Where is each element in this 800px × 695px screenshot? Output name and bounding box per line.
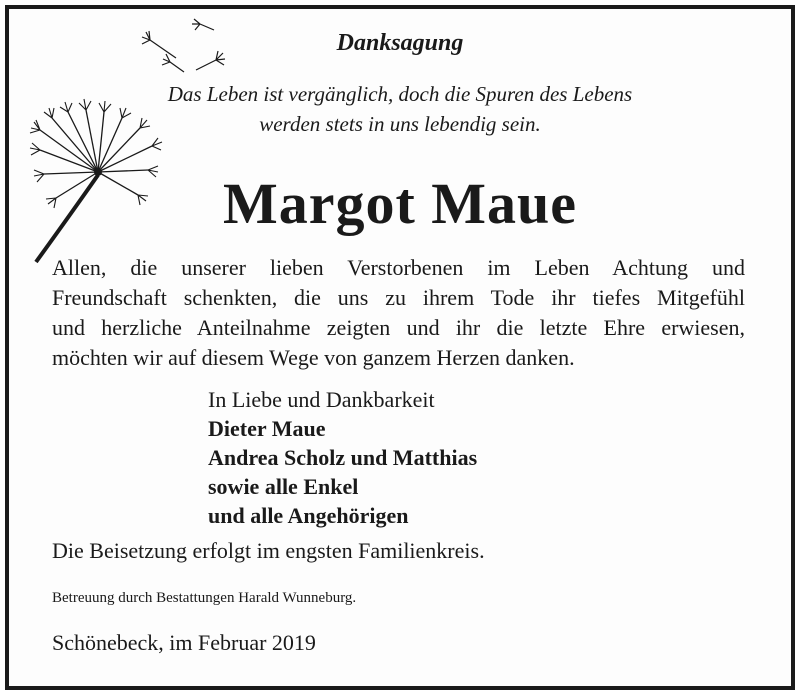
signer-name: Andrea Scholz und Matthias — [208, 445, 478, 470]
motto-quote — [0, 79, 800, 139]
place-date: Schönebeck, im Februar 2019 — [52, 630, 316, 655]
signature-block — [208, 385, 477, 530]
motto-line: werden stets in uns lebendig sein. — [259, 112, 541, 136]
heading-title: Danksagung — [336, 30, 464, 56]
motto-line: Das Leben ist vergänglich, doch die Spuren des Lebens — [167, 82, 633, 106]
thanks-paragraph — [52, 253, 745, 373]
paragraph-line: möchten wir auf diesem Wege von ganzem Herzen danken. — [52, 345, 575, 370]
paragraph-line: Allen, die unserer lieben Verstorbenen im Leben Achtung und — [52, 255, 745, 280]
closing-phrase: In Liebe und Dankbarkeit — [208, 387, 435, 412]
signer-name: Dieter Maue — [208, 416, 326, 441]
signer-name: und alle Angehörigen — [208, 503, 409, 528]
burial-note: Die Beisetzung erfolgt im engsten Familienkreis. — [52, 538, 485, 563]
undertaker-note: Betreuung durch Bestattungen Harald Wunneburg. — [52, 590, 357, 606]
signer-name: sowie alle Enkel — [208, 474, 359, 499]
deceased-name: Margot Maue — [222, 171, 578, 236]
paragraph-line: Freundschaft schenkten, die uns zu ihrem Tode ihr tiefes Mitgefühl — [52, 285, 745, 310]
paragraph-line: und herzliche Anteilnahme zeigten und ihr die letzte Ehre erwiesen, — [52, 315, 745, 340]
